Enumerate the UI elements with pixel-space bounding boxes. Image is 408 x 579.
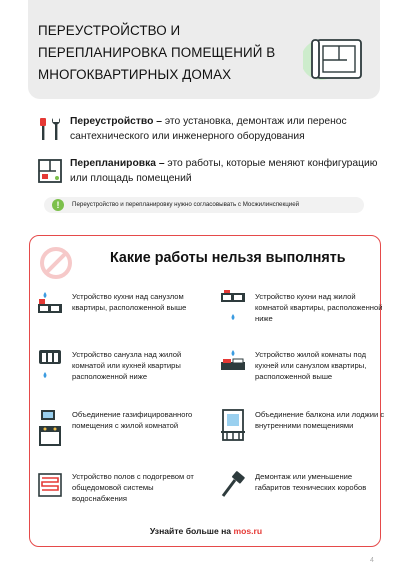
prohibited-item-text: Устройство кухни над жилой комнатой квартиры, расположенной ниже [255,292,383,323]
exclamation-icon: ! [52,199,64,211]
panel-title: Какие работы нельзя выполнять [110,250,346,266]
prohibited-item [219,408,385,456]
balcony-icon [219,408,247,452]
page-number: 4 [370,557,374,564]
kitchen-over-bathroom-icon [36,290,64,334]
prohibited-item-text: Объединение балкона или лоджии с внутренними помещениями [255,410,385,430]
tools-icon [36,115,64,143]
prohibited-icon [38,245,74,281]
learn-more [30,526,382,536]
prohibited-item [219,470,379,518]
heated-floor-icon [36,470,64,514]
prohibited-item [36,408,196,456]
prohibited-item-text: Устройство кухни над санузлом квартиры, расположенной выше [72,292,187,312]
approval-note-text: Переустройство и перепланировку нужно согласовывать с Мосжилинспекцией [72,201,300,208]
floor-plan-scroll-icon [303,30,375,86]
prohibited-item [36,470,196,518]
bathroom-over-room-icon [36,348,64,392]
prohibited-item-text: Устройство жилой комнаты под кухней или санузлом квартиры, расположенной выше [255,350,367,381]
prohibited-item [219,348,379,396]
prohibited-item [36,348,196,396]
prohibited-works-panel [29,235,385,547]
definition-text: это работы, которые меняют конфигурацию или площадь помещений [70,158,378,184]
prohibited-item-text: Объединение газифицированного помещения с жилой комнатой [72,410,193,430]
prohibited-item-text: Устройство полов с подогревом от общедомовой системы водоснабжения [72,472,194,503]
page-title: ПЕРЕУСТРОЙСТВО И ПЕРЕПЛАНИРОВКА ПОМЕЩЕНИЙ В МНОГОКВАРТИРНЫХ ДОМАХ [38,23,276,82]
mos-ru-link[interactable]: mos.ru [233,526,263,536]
prohibited-item-text: Демонтаж или уменьшение габаритов технических коробов [255,472,367,492]
hammer-icon [219,470,247,514]
definition-term: Перепланировка – [70,158,165,169]
prohibited-item-text: Устройство санузла над жилой комнатой или кухней квартиры расположенной ниже [72,350,182,381]
gas-stove-icon [36,408,64,452]
definition-text: это установка, демонтаж или перенос сантехнического или инженерного оборудования [70,116,347,142]
learn-more-text: Узнайте больше на [149,526,234,536]
prohibited-item [36,290,196,338]
definition-term: Переустройство – [70,116,162,127]
floor-plan-icon [36,157,64,185]
approval-note [44,197,364,213]
prohibited-item [219,290,383,338]
header-banner [28,0,380,99]
kitchen-over-bedroom-icon [219,290,247,334]
room-under-kitchen-icon [219,348,247,392]
